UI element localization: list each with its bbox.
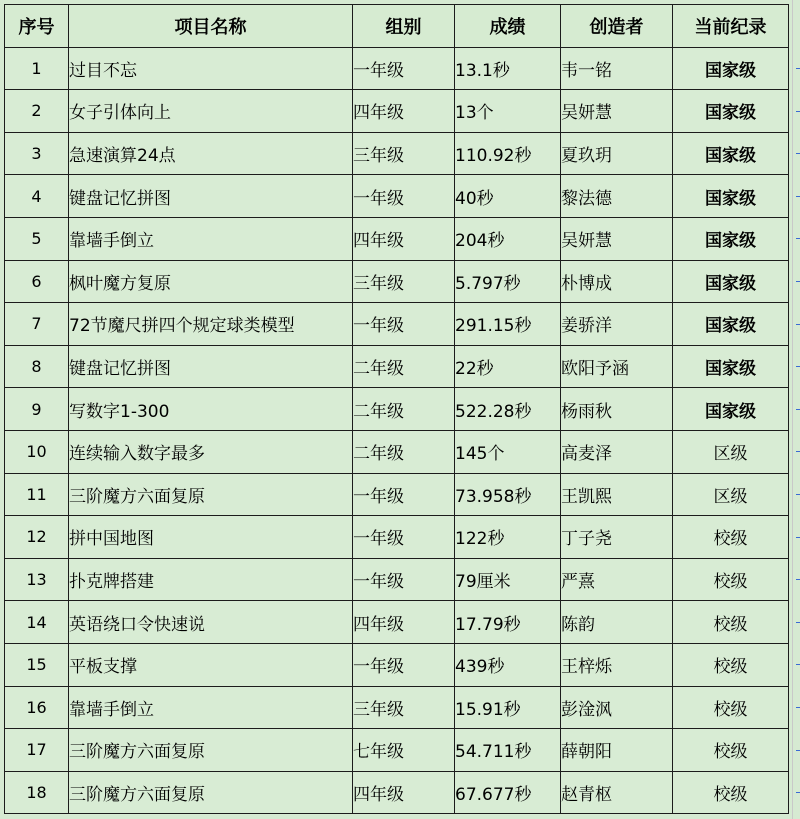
cell-score[interactable]: 439秒 bbox=[455, 643, 561, 686]
table-row bbox=[5, 47, 789, 90]
cell-record[interactable]: 校级 bbox=[673, 771, 789, 814]
cell-creator[interactable]: 杨雨秋 bbox=[561, 388, 673, 431]
cell-name[interactable]: 键盘记忆拼图 bbox=[69, 175, 353, 218]
header-no[interactable]: 序号 bbox=[5, 5, 69, 48]
cell-no[interactable]: 17 bbox=[5, 729, 69, 772]
cell-no[interactable]: 10 bbox=[5, 430, 69, 473]
cell-no[interactable]: 13 bbox=[5, 558, 69, 601]
overflow-mark bbox=[796, 750, 800, 751]
header-name[interactable]: 项目名称 bbox=[69, 5, 353, 48]
cell-name[interactable]: 三阶魔方六面复原 bbox=[69, 771, 353, 814]
overflow-mark bbox=[796, 68, 800, 69]
cell-name[interactable]: 枫叶魔方复原 bbox=[69, 260, 353, 303]
cell-no[interactable]: 15 bbox=[5, 643, 69, 686]
cell-creator[interactable]: 欧阳予涵 bbox=[561, 345, 673, 388]
cell-creator[interactable]: 陈韵 bbox=[561, 601, 673, 644]
cell-name[interactable]: 连续输入数字最多 bbox=[69, 430, 353, 473]
overflow-mark bbox=[796, 366, 800, 367]
cell-group[interactable]: 一年级 bbox=[353, 47, 455, 90]
cell-record[interactable]: 国家级 bbox=[673, 175, 789, 218]
table-row bbox=[5, 729, 789, 772]
cell-group[interactable]: 二年级 bbox=[353, 388, 455, 431]
cell-score[interactable]: 5.797秒 bbox=[455, 260, 561, 303]
cell-name[interactable]: 三阶魔方六面复原 bbox=[69, 473, 353, 516]
table-row bbox=[5, 686, 789, 729]
cell-name[interactable]: 靠墙手倒立 bbox=[69, 686, 353, 729]
cell-record[interactable]: 国家级 bbox=[673, 47, 789, 90]
cell-creator[interactable]: 王凯熙 bbox=[561, 473, 673, 516]
overflow-mark bbox=[796, 111, 800, 112]
overflow-mark bbox=[796, 153, 800, 154]
overflow-mark bbox=[796, 409, 800, 410]
cell-record[interactable]: 校级 bbox=[673, 601, 789, 644]
cell-name[interactable]: 键盘记忆拼图 bbox=[69, 345, 353, 388]
cell-group[interactable]: 四年级 bbox=[353, 217, 455, 260]
cell-creator[interactable]: 姜骄洋 bbox=[561, 303, 673, 346]
cell-score[interactable]: 73.958秒 bbox=[455, 473, 561, 516]
cell-score[interactable]: 204秒 bbox=[455, 217, 561, 260]
cell-group[interactable]: 一年级 bbox=[353, 558, 455, 601]
cell-record[interactable]: 国家级 bbox=[673, 90, 789, 133]
cell-name[interactable]: 三阶魔方六面复原 bbox=[69, 729, 353, 772]
cell-score[interactable]: 40秒 bbox=[455, 175, 561, 218]
cell-record[interactable]: 校级 bbox=[673, 643, 789, 686]
cell-group[interactable]: 七年级 bbox=[353, 729, 455, 772]
cell-group[interactable]: 一年级 bbox=[353, 516, 455, 559]
cell-group[interactable]: 三年级 bbox=[353, 132, 455, 175]
cell-no[interactable]: 16 bbox=[5, 686, 69, 729]
cell-record[interactable]: 区级 bbox=[673, 430, 789, 473]
table-row bbox=[5, 601, 789, 644]
table-row bbox=[5, 217, 789, 260]
cell-score[interactable]: 110.92秒 bbox=[455, 132, 561, 175]
cell-group[interactable]: 四年级 bbox=[353, 771, 455, 814]
cell-creator[interactable]: 高麦泽 bbox=[561, 430, 673, 473]
cell-no[interactable]: 18 bbox=[5, 771, 69, 814]
cell-no[interactable]: 1 bbox=[5, 47, 69, 90]
overflow-mark bbox=[796, 537, 800, 538]
cell-no[interactable]: 3 bbox=[5, 132, 69, 175]
cell-group[interactable]: 四年级 bbox=[353, 601, 455, 644]
table-row bbox=[5, 132, 789, 175]
table-row bbox=[5, 90, 789, 133]
cell-creator[interactable]: 彭淦沨 bbox=[561, 686, 673, 729]
cell-record[interactable]: 国家级 bbox=[673, 303, 789, 346]
cell-name[interactable]: 拼中国地图 bbox=[69, 516, 353, 559]
header-creator[interactable]: 创造者 bbox=[561, 5, 673, 48]
sheet-gridline bbox=[792, 0, 793, 819]
cell-name[interactable]: 写数字1-300 bbox=[69, 388, 353, 431]
cell-no[interactable]: 9 bbox=[5, 388, 69, 431]
table-row bbox=[5, 473, 789, 516]
cell-score[interactable]: 54.711秒 bbox=[455, 729, 561, 772]
overflow-mark bbox=[796, 579, 800, 580]
cell-no[interactable]: 2 bbox=[5, 90, 69, 133]
cell-record[interactable]: 校级 bbox=[673, 686, 789, 729]
table-row bbox=[5, 516, 789, 559]
cell-score[interactable]: 17.79秒 bbox=[455, 601, 561, 644]
cell-name[interactable]: 72节魔尺拼四个规定球类模型 bbox=[69, 303, 353, 346]
overflow-mark bbox=[796, 324, 800, 325]
cell-group[interactable]: 三年级 bbox=[353, 260, 455, 303]
cell-record[interactable]: 校级 bbox=[673, 558, 789, 601]
cell-record[interactable]: 区级 bbox=[673, 473, 789, 516]
cell-group[interactable]: 一年级 bbox=[353, 473, 455, 516]
overflow-mark bbox=[796, 196, 800, 197]
cell-record[interactable]: 国家级 bbox=[673, 217, 789, 260]
cell-name[interactable]: 过目不忘 bbox=[69, 47, 353, 90]
cell-name[interactable]: 扑克牌搭建 bbox=[69, 558, 353, 601]
cell-record[interactable]: 校级 bbox=[673, 516, 789, 559]
table-row bbox=[5, 430, 789, 473]
table-row bbox=[5, 260, 789, 303]
cell-creator[interactable]: 吴妍慧 bbox=[561, 217, 673, 260]
cell-score[interactable]: 291.15秒 bbox=[455, 303, 561, 346]
table-row bbox=[5, 345, 789, 388]
overflow-mark bbox=[796, 622, 800, 623]
cell-group[interactable]: 二年级 bbox=[353, 430, 455, 473]
cell-creator[interactable]: 黎法德 bbox=[561, 175, 673, 218]
cell-score[interactable]: 13个 bbox=[455, 90, 561, 133]
cell-group[interactable]: 一年级 bbox=[353, 175, 455, 218]
header-score[interactable]: 成绩 bbox=[455, 5, 561, 48]
cell-no[interactable]: 7 bbox=[5, 303, 69, 346]
overflow-mark bbox=[796, 494, 800, 495]
cell-creator[interactable]: 韦一铭 bbox=[561, 47, 673, 90]
cell-record[interactable]: 国家级 bbox=[673, 388, 789, 431]
cell-record[interactable]: 国家级 bbox=[673, 345, 789, 388]
cell-creator[interactable]: 吴妍慧 bbox=[561, 90, 673, 133]
overflow-mark bbox=[796, 664, 800, 665]
cell-name[interactable]: 急速演算24点 bbox=[69, 132, 353, 175]
overflow-mark bbox=[796, 451, 800, 452]
header-record[interactable]: 当前纪录 bbox=[673, 5, 789, 48]
cell-name[interactable]: 女子引体向上 bbox=[69, 90, 353, 133]
header-group[interactable]: 组别 bbox=[353, 5, 455, 48]
cell-group[interactable]: 三年级 bbox=[353, 686, 455, 729]
cell-creator[interactable]: 王梓烁 bbox=[561, 643, 673, 686]
table-row bbox=[5, 643, 789, 686]
cell-creator[interactable]: 朴博成 bbox=[561, 260, 673, 303]
table-row bbox=[5, 175, 789, 218]
table-row bbox=[5, 771, 789, 814]
overflow-mark bbox=[796, 707, 800, 708]
cell-creator[interactable]: 丁子尧 bbox=[561, 516, 673, 559]
cell-name[interactable]: 平板支撑 bbox=[69, 643, 353, 686]
cell-no[interactable]: 4 bbox=[5, 175, 69, 218]
table-row bbox=[5, 388, 789, 431]
records-body bbox=[5, 47, 789, 814]
cell-name[interactable]: 靠墙手倒立 bbox=[69, 217, 353, 260]
cell-creator[interactable]: 严熹 bbox=[561, 558, 673, 601]
cell-score[interactable]: 15.91秒 bbox=[455, 686, 561, 729]
cell-score[interactable]: 145个 bbox=[455, 430, 561, 473]
cell-record[interactable]: 国家级 bbox=[673, 260, 789, 303]
cell-record[interactable]: 国家级 bbox=[673, 132, 789, 175]
cell-no[interactable]: 12 bbox=[5, 516, 69, 559]
cell-group[interactable]: 二年级 bbox=[353, 345, 455, 388]
cell-creator[interactable]: 赵青枢 bbox=[561, 771, 673, 814]
header-row bbox=[5, 5, 789, 48]
cell-no[interactable]: 5 bbox=[5, 217, 69, 260]
cell-no[interactable]: 6 bbox=[5, 260, 69, 303]
cell-creator[interactable]: 薛朝阳 bbox=[561, 729, 673, 772]
table-row bbox=[5, 303, 789, 346]
overflow-mark bbox=[796, 238, 800, 239]
cell-name[interactable]: 英语绕口令快速说 bbox=[69, 601, 353, 644]
cell-score[interactable]: 122秒 bbox=[455, 516, 561, 559]
cell-score[interactable]: 79厘米 bbox=[455, 558, 561, 601]
cell-no[interactable]: 14 bbox=[5, 601, 69, 644]
cell-group[interactable]: 一年级 bbox=[353, 303, 455, 346]
cell-creator[interactable]: 夏玖玥 bbox=[561, 132, 673, 175]
overflow-mark bbox=[796, 792, 800, 793]
cell-group[interactable]: 一年级 bbox=[353, 643, 455, 686]
cell-score[interactable]: 22秒 bbox=[455, 345, 561, 388]
cell-group[interactable]: 四年级 bbox=[353, 90, 455, 133]
overflow-mark bbox=[796, 281, 800, 282]
cell-score[interactable]: 13.1秒 bbox=[455, 47, 561, 90]
cell-score[interactable]: 67.677秒 bbox=[455, 771, 561, 814]
cell-score[interactable]: 522.28秒 bbox=[455, 388, 561, 431]
cell-no[interactable]: 11 bbox=[5, 473, 69, 516]
cell-no[interactable]: 8 bbox=[5, 345, 69, 388]
table-row bbox=[5, 558, 789, 601]
cell-record[interactable]: 校级 bbox=[673, 729, 789, 772]
records-table bbox=[4, 4, 789, 814]
